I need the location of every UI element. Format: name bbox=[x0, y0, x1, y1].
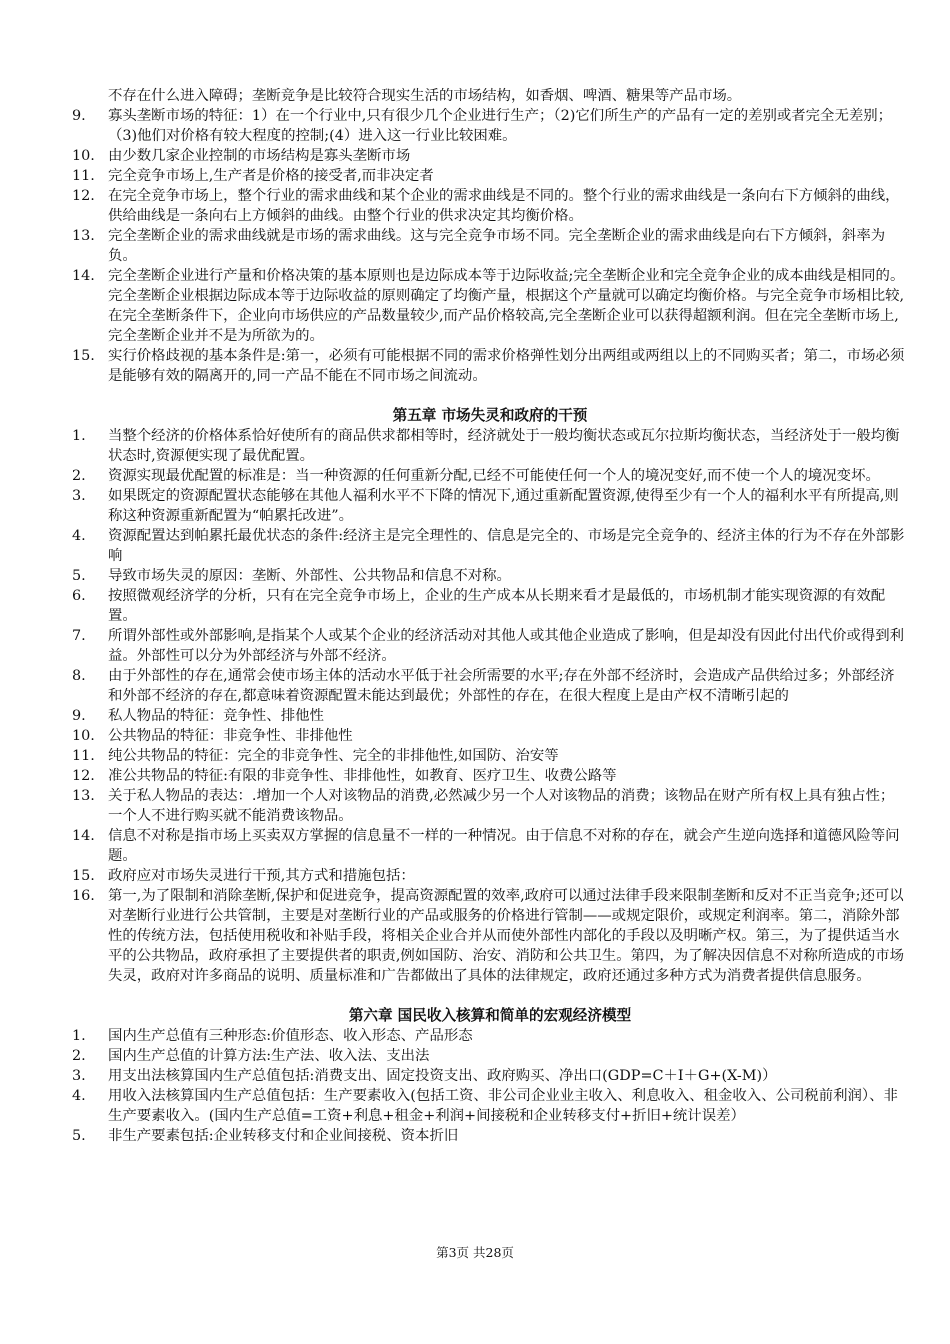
chapter-5-list bbox=[72, 426, 908, 986]
item-number: 1. bbox=[72, 428, 86, 444]
item-number: 5. bbox=[72, 1128, 86, 1144]
list-item bbox=[72, 266, 908, 346]
document-body bbox=[72, 86, 908, 1146]
item-number: 2. bbox=[72, 468, 86, 484]
item-text: 当整个经济的价格体系恰好使所有的商品供求都相等时，经济就处于一般均衡状态或瓦尔拉斯均衡状态，当经济处于一般均衡状态时,资源便实现了最优配置。 bbox=[108, 428, 900, 464]
list-item bbox=[72, 706, 908, 726]
page-footer: 第3页 共28页 bbox=[436, 1245, 514, 1260]
item-number: 12. bbox=[72, 188, 95, 204]
item-number: 5. bbox=[72, 568, 86, 584]
item-number: 15. bbox=[72, 348, 95, 364]
item-text: 完全竞争市场上,生产者是价格的接受者,而非决定者 bbox=[108, 168, 434, 184]
item-text: 纯公共物品的特征：完全的非竞争性、完全的非排他性,如国防、治安等 bbox=[108, 748, 559, 764]
item-text: 资源实现最优配置的标准是：当一种资源的任何重新分配,已经不可能使任何一个人的境况变好,而不使一个人的境况变坏。 bbox=[108, 468, 880, 484]
item-text: 关于私人物品的表达：.增加一个人对该物品的消费,必然减少另一个人对该物品的消费；该物品在财产所有权上具有独占性；一个人不进行购买就不能消费该物品。 bbox=[108, 788, 895, 824]
item-text: 实行价格歧视的基本条件是:第一，必须有可能根据不同的需求价格弹性划分出两组或两组以上的不同购买者；第二，市场必须是能够有效的隔离开的,同一产品不能在不同市场之间流动。 bbox=[108, 348, 905, 384]
chapter-6-list bbox=[72, 1026, 908, 1146]
item-number: 10. bbox=[72, 148, 95, 164]
list-item bbox=[72, 666, 908, 706]
item-text: 导致市场失灵的原因：垄断、外部性、公共物品和信息不对称。 bbox=[108, 568, 511, 584]
list-item bbox=[72, 486, 908, 526]
item-number: 13. bbox=[72, 788, 95, 804]
list-item bbox=[72, 766, 908, 786]
item-text: 国内生产总值有三种形态:价值形态、收入形态、产品形态 bbox=[108, 1028, 473, 1044]
item-text: 所谓外部性或外部影响,是指某个人或某个企业的经济活动对其他人或其他企业造成了影响，但是却没有因此付出代价或得到利益。外部性可以分为外部经济与外部不经济。 bbox=[108, 628, 905, 664]
item-text: 在完全竞争市场上，整个行业的需求曲线和某个企业的需求曲线是不同的。整个行业的需求曲线是一条向右下方倾斜的曲线，供给曲线是一条向右上方倾斜的曲线。由整个行业的供求决定其均衡价格。 bbox=[108, 188, 900, 224]
list-item bbox=[72, 826, 908, 866]
item-number: 9. bbox=[72, 708, 86, 724]
item-number: 8. bbox=[72, 668, 86, 684]
item-number: 10. bbox=[72, 728, 95, 744]
item-number: 2. bbox=[72, 1048, 86, 1064]
item-text: 由少数几家企业控制的市场结构是寡头垄断市场 bbox=[108, 148, 411, 164]
list-item bbox=[72, 1086, 908, 1126]
section-a-list bbox=[72, 106, 908, 386]
item-number: 12. bbox=[72, 768, 95, 784]
item-number: 3. bbox=[72, 1068, 86, 1084]
list-item bbox=[72, 566, 908, 586]
list-item bbox=[72, 746, 908, 766]
item-number: 13. bbox=[72, 228, 95, 244]
list-item bbox=[72, 626, 908, 666]
list-item bbox=[72, 1046, 908, 1066]
item-number: 11. bbox=[72, 168, 95, 184]
chapter-5-title: 第五章 市场失灵和政府的干预 bbox=[392, 407, 588, 424]
list-item bbox=[72, 1026, 908, 1046]
item-text: 准公共物品的特征:有限的非竞争性、非排他性，如教育、医疗卫生、收费公路等 bbox=[108, 768, 617, 784]
item-number: 15. bbox=[72, 868, 95, 884]
item-text: 完全垄断企业进行产量和价格决策的基本原则也是边际成本等于边际收益;完全垄断企业和完全竞争企业的成本曲线是相同的。完全垄断企业根据边际成本等于边际收益的原则确定了均衡产量，根据这个产量就可以确定均衡价格。与完全竞争市场相比较,在完全垄断条件下，企业向市场供应的产品数量较少,而产品价格较高,完全垄断企业可以获得超额利润。但在完全垄断市场上,完全垄断企业并不是为所欲为的。 bbox=[108, 268, 905, 344]
list-item bbox=[72, 886, 908, 986]
item-number: 4. bbox=[72, 528, 86, 544]
item-text: 第一,为了限制和消除垄断,保护和促进竞争，提高资源配置的效率,政府可以通过法律手段来限制垄断和反对不正当竞争;还可以对垄断行业进行公共管制，主要是对垄断行业的产品或服务的价格进行管制——或规定限价，或规定利润率。第二，消除外部性的传统方法，包括使用税收和补贴手段，将相关企业合并从而使外部性内部化的手段以及明晰产权。第三，为了提供适当水平的公共物品，政府承担了主要提供者的职责,例如国防、治安、消防和公共卫生。第四，为了解决因信息不对称所造成的市场失灵，政府对许多商品的说明、质量标准和广告都做出了具体的法律规定，政府还通过多种方式为消费者提供信息服务。 bbox=[108, 888, 905, 984]
list-item bbox=[72, 866, 908, 886]
item-text: 资源配置达到帕累托最优状态的条件:经济主是完全理性的、信息是完全的、市场是完全竞争的、经济主体的行为不存在外部影响 bbox=[108, 528, 905, 564]
item-text: 如果既定的资源配置状态能够在其他人福利水平不下降的情况下,通过重新配置资源,使得至少有一个人的福利水平有所提高,则称这种资源重新配置为“帕累托改进”。 bbox=[108, 488, 899, 524]
item-number: 11. bbox=[72, 748, 95, 764]
item-number: 6. bbox=[72, 588, 86, 604]
item-number: 3. bbox=[72, 488, 86, 504]
item-text: 私人物品的特征：竞争性、排他性 bbox=[108, 708, 324, 724]
list-item bbox=[72, 1126, 908, 1146]
list-item bbox=[72, 166, 908, 186]
list-item bbox=[72, 186, 908, 226]
item-number: 4. bbox=[72, 1088, 86, 1104]
chapter-6-title: 第六章 国民收入核算和简单的宏观经济模型 bbox=[348, 1007, 632, 1024]
item-number: 7. bbox=[72, 628, 86, 644]
item-number: 16. bbox=[72, 888, 95, 904]
list-item bbox=[72, 1066, 908, 1086]
continued-paragraph: 不存在什么进入障碍；垄断竞争是比较符合现实生活的市场结构，如香烟、啤酒、糖果等产品市场。 bbox=[108, 88, 742, 104]
list-item bbox=[72, 526, 908, 566]
item-number: 14. bbox=[72, 268, 95, 284]
list-item bbox=[72, 146, 908, 166]
item-number: 1. bbox=[72, 1028, 86, 1044]
list-item bbox=[72, 106, 908, 146]
item-text: 国内生产总值的计算方法:生产法、收入法、支出法 bbox=[108, 1048, 430, 1064]
item-text: 用支出法核算国内生产总值包括:消费支出、固定投资支出、政府购买、净出口(GDP=C＋I＋G+(X-M)） bbox=[108, 1068, 777, 1084]
list-item bbox=[72, 466, 908, 486]
list-item bbox=[72, 346, 908, 386]
list-item bbox=[72, 586, 908, 626]
item-text: 非生产要素包括:企业转移支付和企业间接税、资本折旧 bbox=[108, 1128, 459, 1144]
item-text: 信息不对称是指市场上买卖双方掌握的信息量不一样的一种情况。由于信息不对称的存在，就会产生逆向选择和道德风险等问题。 bbox=[108, 828, 900, 864]
item-text: 公共物品的特征：非竞争性、非排他性 bbox=[108, 728, 353, 744]
list-item bbox=[72, 786, 908, 826]
list-item bbox=[72, 226, 908, 266]
item-text: 按照微观经济学的分析，只有在完全竞争市场上，企业的生产成本从长期来看才是最低的，市场机制才能实现资源的有效配置。 bbox=[108, 588, 886, 624]
item-number: 14. bbox=[72, 828, 95, 844]
item-number: 9. bbox=[72, 108, 86, 124]
item-text: 完全垄断企业的需求曲线就是市场的需求曲线。这与完全竞争市场不同。完全垄断企业的需求曲线是向右下方倾斜，斜率为负。 bbox=[108, 228, 886, 264]
item-text: 由于外部性的存在,通常会使市场主体的活动水平低于社会所需要的水平;存在外部不经济时，会造成产品供给过多；外部经济和外部不经济的存在,都意味着资源配置未能达到最优；外部性的存在，在很大程度上是由产权不清晰引起的 bbox=[108, 668, 895, 704]
item-text: 寡头垄断市场的特征：1）在一个行业中,只有很少几个企业进行生产；（2)它们所生产的产品有一定的差别或者完全无差别；（3)他们对价格有较大程度的控制;(4）进入这一行业比较困难。 bbox=[108, 108, 893, 144]
item-text: 用收入法核算国内生产总值包括：生产要素收入(包括工资、非公司企业业主收入、利息收入、租金收入、公司税前利润）、非生产要素收入。(国内生产总值=工资+利息+租金+利润+间接税和企业转移支付+折旧+统计误差） bbox=[108, 1088, 898, 1124]
list-item bbox=[72, 426, 908, 466]
item-text: 政府应对市场失灵进行干预,其方式和措施包括： bbox=[108, 868, 415, 884]
list-item bbox=[72, 726, 908, 746]
